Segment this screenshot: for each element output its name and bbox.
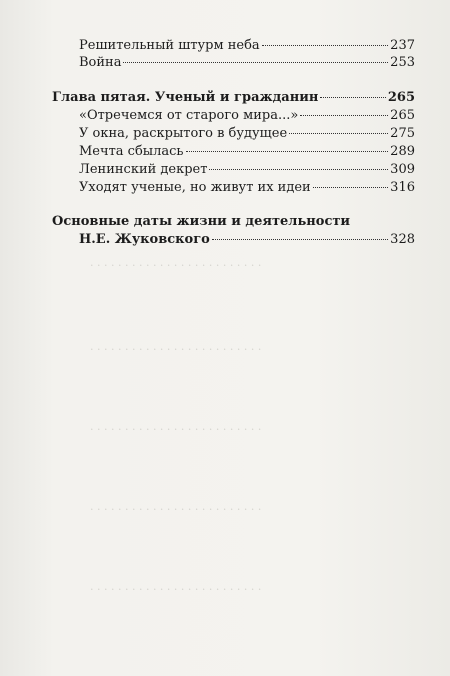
toc-entry-title: Уходят ученые, но живут их идеи	[79, 180, 311, 195]
toc-entry-title: «Отречемся от старого мира...»	[79, 108, 299, 123]
toc-leader-dots	[262, 45, 389, 46]
toc-entry	[79, 107, 415, 124]
toc-entry-page: 275	[390, 126, 415, 141]
toc-leader-dots	[123, 62, 388, 63]
toc-entry-page: 265	[390, 108, 415, 123]
toc-entry-title: Решительный штурм неба	[79, 38, 260, 53]
toc-entry-title: У окна, раскрытого в будущее	[79, 126, 288, 141]
toc-leader-dots	[209, 169, 388, 170]
toc-leader-dots	[300, 115, 388, 116]
toc-leader-dots	[186, 151, 389, 152]
toc-entry	[79, 54, 415, 71]
bleed-through: . . . . . . . . . . . . . . . . . . . . . . . . .	[90, 580, 262, 593]
toc-leader-dots	[320, 97, 385, 98]
toc-leader-dots	[212, 239, 388, 240]
toc-entry-title: Н.Е. Жуковского	[79, 232, 210, 247]
toc-entry-page: 265	[387, 90, 415, 105]
toc-entry-page: 309	[390, 162, 415, 177]
bleed-through: . . . . . . . . . . . . . . . . . . . . . . . . .	[90, 420, 262, 433]
toc-section-heading-continuation	[79, 231, 415, 248]
bleed-through: . . . . . . . . . . . . . . . . . . . . . . . . .	[90, 340, 262, 353]
toc-entry-page: 237	[390, 38, 415, 53]
toc-chapter-heading	[52, 89, 415, 106]
toc-section-heading: Основные даты жизни и деятельности	[52, 214, 351, 229]
toc-entry-title: Глава пятая. Ученый и гражданин	[52, 90, 319, 105]
toc-entry	[79, 161, 415, 178]
bleed-through: . . . . . . . . . . . . . . . . . . . . . . . . .	[90, 500, 262, 513]
toc-entry	[79, 37, 415, 54]
toc-leader-dots	[289, 133, 388, 134]
toc-entry	[79, 125, 415, 142]
toc-entry-page: 253	[390, 55, 415, 70]
toc-entry	[79, 179, 415, 196]
toc-entry-page: 289	[390, 144, 415, 159]
toc-entry-page: 328	[390, 232, 415, 247]
toc-entry-page: 316	[390, 180, 415, 195]
toc-leader-dots	[313, 187, 388, 188]
toc-entry-title: Ленинский декрет	[79, 162, 208, 177]
toc-entry-title: Мечта сбылась	[79, 144, 184, 159]
bleed-through: . . . . . . . . . . . . . . . . . . . . . . . . .	[90, 256, 262, 269]
toc-entry-title: Война	[79, 55, 122, 70]
toc-entry	[79, 143, 415, 160]
